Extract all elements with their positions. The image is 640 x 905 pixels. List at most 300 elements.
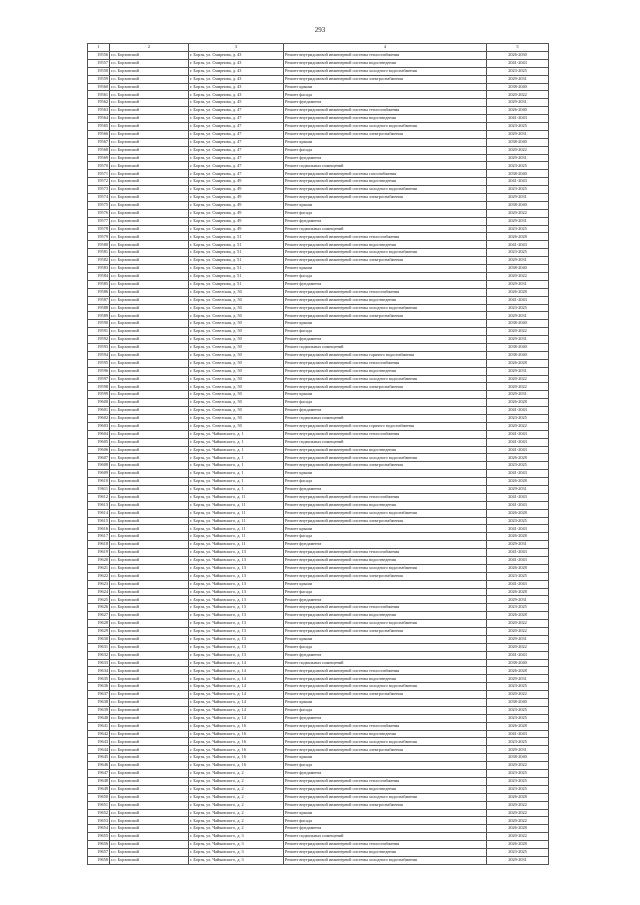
row-number-cell: 19645: [88, 754, 110, 762]
address-cell: г. Борзя, ул. Чайковского, д. 13: [189, 628, 284, 636]
municipality-cell: г.о. Борзовский: [110, 186, 189, 194]
page-number: 293: [314, 26, 326, 34]
address-cell: г. Борзя, ул. Чайковского, д. 16: [189, 746, 284, 754]
municipality-cell: г.о. Борзовский: [110, 564, 189, 572]
work-type-cell: Ремонт фундамента: [284, 541, 487, 549]
municipality-cell: г.о. Борзовский: [110, 359, 189, 367]
period-cell: 2029-2031: [487, 99, 549, 107]
row-number-cell: 19602: [88, 414, 110, 422]
address-cell: г. Борзя, ул. Чайковского, д. 11: [189, 493, 284, 501]
municipality-cell: г.о. Борзовский: [110, 391, 189, 399]
work-type-cell: Ремонт внутридомовой инженерной системы холодного водоснабжения: [284, 304, 487, 312]
work-type-cell: Ремонт внутридомовой инженерной системы электроснабжения: [284, 312, 487, 320]
table-row: [88, 438, 549, 446]
row-number-cell: 19570: [88, 162, 110, 170]
work-type-cell: Ремонт фасада: [284, 328, 487, 336]
municipality-cell: г.о. Борзовский: [110, 178, 189, 186]
period-cell: 2020-2022: [487, 801, 549, 809]
work-type-cell: Ремонт крыши: [284, 320, 487, 328]
work-type-cell: Ремонт внутридомовой инженерной системы газоснабжения: [284, 170, 487, 178]
municipality-cell: г.о. Борзовский: [110, 367, 189, 375]
work-type-cell: Ремонт внутридомовой инженерной системы горячего водоснабжения: [284, 351, 487, 359]
work-type-cell: Ремонт фасада: [284, 762, 487, 770]
municipality-cell: г.о. Борзовский: [110, 257, 189, 265]
table-row: [88, 99, 549, 107]
work-type-cell: Ремонт внутридомовой инженерной системы холодного водоснабжения: [284, 123, 487, 131]
period-cell: 2020-2022: [487, 328, 549, 336]
table-row: [88, 75, 549, 83]
address-cell: г. Борзя, ул. Чайковского, д. 2: [189, 770, 284, 778]
municipality-cell: г.о. Борзовский: [110, 635, 189, 643]
period-cell: 2026-2028: [487, 454, 549, 462]
row-number-cell: 19624: [88, 588, 110, 596]
row-number-cell: 19576: [88, 209, 110, 217]
municipality-cell: г.о. Борзовский: [110, 280, 189, 288]
table-row: [88, 249, 549, 257]
table-row: [88, 233, 549, 241]
row-number-cell: 19630: [88, 635, 110, 643]
period-cell: 2026-2028: [487, 667, 549, 675]
row-number-cell: 19646: [88, 762, 110, 770]
address-cell: г. Борзя, ул. Чайковского, д. 13: [189, 604, 284, 612]
work-type-cell: Ремонт внутридомовой инженерной системы электроснабжения: [284, 130, 487, 138]
table-row: [88, 762, 549, 770]
table-row: [88, 754, 549, 762]
row-number-cell: 19585: [88, 280, 110, 288]
address-cell: г. Борзя, ул. Чайковского, д. 11: [189, 541, 284, 549]
table-row: [88, 833, 549, 841]
municipality-cell: г.о. Борзовский: [110, 817, 189, 825]
row-number-cell: 19648: [88, 777, 110, 785]
period-cell: 2023-2025: [487, 706, 549, 714]
address-cell: г. Борзя, ул. Чайковского, д. 14: [189, 699, 284, 707]
work-type-cell: Ремонт фундамента: [284, 407, 487, 415]
address-cell: г. Борзя, ул. Чайковского, д. 1: [189, 485, 284, 493]
table-row: [88, 123, 549, 131]
work-type-cell: Ремонт внутридомовой инженерной системы водоотведения: [284, 785, 487, 793]
row-number-cell: 19580: [88, 241, 110, 249]
period-cell: 2041-2043: [487, 407, 549, 415]
period-cell: 2023-2025: [487, 770, 549, 778]
period-cell: 2023-2025: [487, 249, 549, 257]
row-number-cell: 19631: [88, 643, 110, 651]
row-number-cell: 19618: [88, 541, 110, 549]
municipality-cell: г.о. Борзовский: [110, 383, 189, 391]
table-row: [88, 241, 549, 249]
municipality-cell: г.о. Борзовский: [110, 770, 189, 778]
table-row: [88, 817, 549, 825]
table-row: [88, 580, 549, 588]
row-number-cell: 19572: [88, 178, 110, 186]
work-type-cell: Ремонт крыши: [284, 754, 487, 762]
row-number-cell: 19598: [88, 383, 110, 391]
address-cell: г. Борзя, ул. Чайковского, д. 13: [189, 651, 284, 659]
period-cell: 2020-2022: [487, 91, 549, 99]
municipality-cell: г.о. Борзовский: [110, 785, 189, 793]
period-cell: 2020-2022: [487, 643, 549, 651]
row-number-cell: 19643: [88, 738, 110, 746]
row-number-cell: 19615: [88, 517, 110, 525]
row-number-cell: 19637: [88, 691, 110, 699]
period-cell: 2029-2031: [487, 154, 549, 162]
period-cell: 2020-2022: [487, 209, 549, 217]
period-cell: 2041-2043: [487, 651, 549, 659]
table-row: [88, 651, 549, 659]
table-row: [88, 201, 549, 209]
municipality-cell: г.о. Борзовский: [110, 123, 189, 131]
row-number-cell: 19589: [88, 312, 110, 320]
municipality-cell: г.о. Борзовский: [110, 99, 189, 107]
period-cell: 2038-2040: [487, 351, 549, 359]
municipality-cell: г.о. Борзовский: [110, 249, 189, 257]
period-cell: 2023-2025: [487, 604, 549, 612]
table-row: [88, 454, 549, 462]
work-type-cell: Ремонт внутридомовой инженерной системы водоотведения: [284, 241, 487, 249]
row-number-cell: 19641: [88, 722, 110, 730]
row-number-cell: 19591: [88, 328, 110, 336]
table-row: [88, 446, 549, 454]
row-number-cell: 19620: [88, 557, 110, 565]
column-header: 5: [487, 44, 549, 52]
work-type-cell: Ремонт внутридомовой инженерной системы теплоснабжения: [284, 233, 487, 241]
municipality-cell: г.о. Борзовский: [110, 67, 189, 75]
work-type-cell: Ремонт внутридомовой инженерной системы водоотведения: [284, 501, 487, 509]
municipality-cell: г.о. Борзовский: [110, 501, 189, 509]
municipality-cell: г.о. Борзовский: [110, 422, 189, 430]
table-row: [88, 217, 549, 225]
address-cell: г. Борзя, ул. Смирнова, д. 43: [189, 83, 284, 91]
municipality-cell: г.о. Борзовский: [110, 517, 189, 525]
table-row: [88, 170, 549, 178]
address-cell: г. Борзя, ул. Смирнова, д. 49: [189, 178, 284, 186]
period-cell: 2026-2028: [487, 825, 549, 833]
row-number-cell: 19616: [88, 525, 110, 533]
work-type-cell: Ремонт внутридомовой инженерной системы теплоснабжения: [284, 841, 487, 849]
address-cell: г. Борзя, ул. Чайковского, д. 1: [189, 438, 284, 446]
row-number-cell: 19586: [88, 288, 110, 296]
work-type-cell: Ремонт внутридомовой инженерной системы водоотведения: [284, 296, 487, 304]
work-type-cell: Ремонт фасада: [284, 399, 487, 407]
period-cell: 2038-2040: [487, 659, 549, 667]
row-number-cell: 19564: [88, 115, 110, 123]
work-type-cell: Ремонт внутридомовой инженерной системы водоотведения: [284, 59, 487, 67]
period-cell: 2023-2025: [487, 462, 549, 470]
row-number-cell: 19647: [88, 770, 110, 778]
work-type-cell: Ремонт внутридомовой инженерной системы водоотведения: [284, 730, 487, 738]
period-cell: 2029-2031: [487, 312, 549, 320]
table-row: [88, 541, 549, 549]
address-cell: г. Борзя, ул. Смирнова, д. 47: [189, 130, 284, 138]
row-number-cell: 19594: [88, 351, 110, 359]
address-cell: г. Борзя, ул. Чайковского, д. 13: [189, 572, 284, 580]
table-row: [88, 67, 549, 75]
period-cell: 2023-2025: [487, 785, 549, 793]
period-cell: 2020-2022: [487, 762, 549, 770]
period-cell: 2029-2031: [487, 217, 549, 225]
period-cell: 2041-2043: [487, 446, 549, 454]
period-cell: 2041-2043: [487, 178, 549, 186]
table-row: [88, 320, 549, 328]
table-row: [88, 115, 549, 123]
address-cell: г. Борзя, ул. Чайковского, д. 14: [189, 675, 284, 683]
row-number-cell: 19559: [88, 75, 110, 83]
row-number-cell: 19587: [88, 296, 110, 304]
municipality-cell: г.о. Борзовский: [110, 612, 189, 620]
work-type-cell: Ремонт фасада: [284, 146, 487, 154]
work-type-cell: Ремонт крыши: [284, 391, 487, 399]
work-type-cell: Ремонт внутридомовой инженерной системы холодного водоснабжения: [284, 67, 487, 75]
period-cell: 2026-2028: [487, 233, 549, 241]
row-number-cell: 19583: [88, 265, 110, 273]
address-cell: г. Борзя, ул. Чайковского, д. 2: [189, 793, 284, 801]
period-cell: 2026-2028: [487, 612, 549, 620]
address-cell: г. Борзя, ул. Смирнова, д. 51: [189, 249, 284, 257]
address-cell: г. Борзя, ул. Чайковского, д. 11: [189, 525, 284, 533]
row-number-cell: 19654: [88, 825, 110, 833]
work-type-cell: Ремонт фундамента: [284, 217, 487, 225]
work-type-cell: Ремонт внутридомовой инженерной системы холодного водоснабжения: [284, 564, 487, 572]
table-row: [88, 549, 549, 557]
period-cell: 2038-2040: [487, 343, 549, 351]
table-row: [88, 225, 549, 233]
work-type-cell: Ремонт внутридомовой инженерной системы горячего водоснабжения: [284, 422, 487, 430]
table-row: [88, 509, 549, 517]
address-cell: г. Борзя, ул. Смирнова, д. 47: [189, 115, 284, 123]
table-row: [88, 130, 549, 138]
work-type-cell: Ремонт фундамента: [284, 154, 487, 162]
municipality-cell: г.о. Борзовский: [110, 414, 189, 422]
work-type-cell: Ремонт внутридомовой инженерной системы водоотведения: [284, 446, 487, 454]
period-cell: 2023-2025: [487, 517, 549, 525]
address-cell: г. Борзя, ул. Чайковского, д. 16: [189, 730, 284, 738]
work-type-cell: Ремонт фасада: [284, 478, 487, 486]
work-type-cell: Ремонт внутридомовой инженерной системы водоотведения: [284, 675, 487, 683]
period-cell: 2029-2031: [487, 336, 549, 344]
address-cell: г. Борзя, ул. Чайковского, д. 13: [189, 564, 284, 572]
municipality-cell: г.о. Борзовский: [110, 225, 189, 233]
address-cell: г. Борзя, ул. Советская, д. 50: [189, 367, 284, 375]
row-number-cell: 19634: [88, 667, 110, 675]
address-cell: г. Борзя, ул. Чайковского, д. 13: [189, 549, 284, 557]
row-number-cell: 19638: [88, 699, 110, 707]
row-number-cell: 19562: [88, 99, 110, 107]
municipality-cell: г.о. Борзовский: [110, 217, 189, 225]
row-number-cell: 19604: [88, 430, 110, 438]
municipality-cell: г.о. Борзовский: [110, 446, 189, 454]
row-number-cell: 19590: [88, 320, 110, 328]
period-cell: 2020-2022: [487, 809, 549, 817]
address-cell: г. Борзя, ул. Советская, д. 50: [189, 320, 284, 328]
address-cell: г. Борзя, ул. Смирнова, д. 51: [189, 233, 284, 241]
table-row: [88, 328, 549, 336]
row-number-cell: 19650: [88, 793, 110, 801]
period-cell: 2029-2031: [487, 856, 549, 864]
row-number-cell: 19653: [88, 817, 110, 825]
address-cell: г. Борзя, ул. Смирнова, д. 49: [189, 209, 284, 217]
period-cell: 2026-2030: [487, 52, 549, 60]
municipality-cell: г.о. Борзовский: [110, 549, 189, 557]
work-type-cell: Ремонт внутридомовой инженерной системы водоотведения: [284, 178, 487, 186]
municipality-cell: г.о. Борзовский: [110, 272, 189, 280]
period-cell: 2026-2028: [487, 399, 549, 407]
work-type-cell: Ремонт внутридомовой инженерной системы водоотведения: [284, 557, 487, 565]
municipality-cell: г.о. Борзовский: [110, 628, 189, 636]
row-number-cell: 19614: [88, 509, 110, 517]
table-row: [88, 517, 549, 525]
work-type-cell: Ремонт крыши: [284, 635, 487, 643]
address-cell: г. Борзя, ул. Советская, д. 50: [189, 383, 284, 391]
period-cell: 2029-2031: [487, 675, 549, 683]
period-cell: 2038-2040: [487, 83, 549, 91]
address-cell: г. Борзя, ул. Чайковского, д. 14: [189, 667, 284, 675]
address-cell: г. Борзя, ул. Смирнова, д. 43: [189, 75, 284, 83]
row-number-cell: 19609: [88, 470, 110, 478]
municipality-cell: г.о. Борзовский: [110, 533, 189, 541]
address-cell: г. Борзя, ул. Советская, д. 50: [189, 399, 284, 407]
row-number-cell: 19593: [88, 343, 110, 351]
table-row: [88, 533, 549, 541]
municipality-cell: г.о. Борзовский: [110, 91, 189, 99]
municipality-cell: г.о. Борзовский: [110, 675, 189, 683]
address-cell: г. Борзя, ул. Чайковского, д. 11: [189, 501, 284, 509]
municipality-cell: г.о. Борзовский: [110, 714, 189, 722]
row-number-cell: 19658: [88, 856, 110, 864]
address-cell: г. Борзя, ул. Чайковского, д. 16: [189, 754, 284, 762]
address-cell: г. Борзя, ул. Советская, д. 50: [189, 304, 284, 312]
address-cell: г. Борзя, ул. Смирнова, д. 51: [189, 241, 284, 249]
work-type-cell: Ремонт внутридомовой инженерной системы холодного водоснабжения: [284, 186, 487, 194]
work-type-cell: Ремонт внутридомовой инженерной системы электроснабжения: [284, 572, 487, 580]
municipality-cell: г.о. Борзовский: [110, 596, 189, 604]
table-row: [88, 691, 549, 699]
row-number-cell: 19623: [88, 580, 110, 588]
work-type-cell: Ремонт внутридомовой инженерной системы водоотведения: [284, 848, 487, 856]
table-row: [88, 83, 549, 91]
address-cell: г. Борзя, ул. Смирнова, д. 51: [189, 280, 284, 288]
municipality-cell: г.о. Борзовский: [110, 754, 189, 762]
work-type-cell: Ремонт внутридомовой инженерной системы теплоснабжения: [284, 52, 487, 60]
table-row: [88, 375, 549, 383]
municipality-cell: г.о. Борзовский: [110, 478, 189, 486]
table-row: [88, 367, 549, 375]
work-type-cell: Ремонт подвальных помещений: [284, 659, 487, 667]
municipality-cell: г.о. Борзовский: [110, 485, 189, 493]
work-type-cell: Ремонт внутридомовой инженерной системы холодного водоснабжения: [284, 683, 487, 691]
work-type-cell: Ремонт фасада: [284, 533, 487, 541]
table-row: [88, 59, 549, 67]
table-row: [88, 209, 549, 217]
municipality-cell: г.о. Борзовский: [110, 241, 189, 249]
table-row: [88, 856, 549, 864]
municipality-cell: г.о. Борзовский: [110, 304, 189, 312]
municipality-cell: г.о. Борзовский: [110, 557, 189, 565]
address-cell: г. Борзя, ул. Советская, д. 50: [189, 343, 284, 351]
table-header-row: [88, 44, 549, 52]
address-cell: г. Борзя, ул. Смирнова, д. 49: [189, 194, 284, 202]
row-number-cell: 19575: [88, 201, 110, 209]
period-cell: 2029-2031: [487, 596, 549, 604]
table-row: [88, 777, 549, 785]
row-number-cell: 19560: [88, 83, 110, 91]
table-row: [88, 667, 549, 675]
work-type-cell: Ремонт внутридомовой инженерной системы теплоснабжения: [284, 777, 487, 785]
work-type-cell: Ремонт крыши: [284, 525, 487, 533]
address-cell: г. Борзя, ул. Чайковского, д. 14: [189, 706, 284, 714]
address-cell: г. Борзя, ул. Советская, д. 50: [189, 375, 284, 383]
address-cell: г. Борзя, ул. Смирнова, д. 51: [189, 272, 284, 280]
period-cell: 2020-2022: [487, 620, 549, 628]
address-cell: г. Борзя, ул. Чайковского, д. 1: [189, 454, 284, 462]
row-number-cell: 19635: [88, 675, 110, 683]
work-type-cell: Ремонт крыши: [284, 83, 487, 91]
work-type-cell: Ремонт фасада: [284, 209, 487, 217]
period-cell: 2038-2040: [487, 138, 549, 146]
work-type-cell: Ремонт фундамента: [284, 485, 487, 493]
municipality-cell: г.о. Борзовский: [110, 470, 189, 478]
address-cell: г. Борзя, ул. Чайковского, д. 14: [189, 659, 284, 667]
municipality-cell: г.о. Борзовский: [110, 572, 189, 580]
table-row: [88, 841, 549, 849]
municipality-cell: г.о. Борзовский: [110, 209, 189, 217]
municipality-cell: г.о. Борзовский: [110, 856, 189, 864]
work-type-cell: Ремонт фасада: [284, 272, 487, 280]
row-number-cell: 19579: [88, 233, 110, 241]
table-row: [88, 430, 549, 438]
table-row: [88, 848, 549, 856]
address-cell: г. Борзя, ул. Чайковского, д. 13: [189, 620, 284, 628]
table-row: [88, 635, 549, 643]
work-type-cell: Ремонт внутридомовой инженерной системы электроснабжения: [284, 257, 487, 265]
row-number-cell: 19563: [88, 107, 110, 115]
period-cell: 2029-2031: [487, 75, 549, 83]
address-cell: г. Борзя, ул. Советская, д. 50: [189, 414, 284, 422]
address-cell: г. Борзя, ул. Смирнова, д. 43: [189, 67, 284, 75]
address-cell: г. Борзя, ул. Чайковского, д. 11: [189, 517, 284, 525]
work-type-cell: Ремонт внутридомовой инженерной системы электроснабжения: [284, 801, 487, 809]
row-number-cell: 19628: [88, 620, 110, 628]
row-number-cell: 19566: [88, 130, 110, 138]
table-row: [88, 107, 549, 115]
period-cell: 2029-2031: [487, 391, 549, 399]
work-type-cell: Ремонт внутридомовой инженерной системы электроснабжения: [284, 691, 487, 699]
municipality-cell: г.о. Борзовский: [110, 454, 189, 462]
table-row: [88, 91, 549, 99]
work-type-cell: Ремонт фасада: [284, 817, 487, 825]
municipality-cell: г.о. Борзовский: [110, 59, 189, 67]
period-cell: 2026-2028: [487, 288, 549, 296]
municipality-cell: г.о. Борзовский: [110, 430, 189, 438]
municipality-cell: г.о. Борзовский: [110, 138, 189, 146]
row-number-cell: 19556: [88, 52, 110, 60]
work-type-cell: Ремонт внутридомовой инженерной системы холодного водоснабжения: [284, 793, 487, 801]
work-type-cell: Ремонт фундамента: [284, 280, 487, 288]
period-cell: 2020-2022: [487, 272, 549, 280]
period-cell: 2038-2040: [487, 754, 549, 762]
row-number-cell: 19657: [88, 848, 110, 856]
municipality-cell: г.о. Борзовский: [110, 604, 189, 612]
period-cell: 2023-2025: [487, 714, 549, 722]
period-cell: 2041-2043: [487, 501, 549, 509]
table-row: [88, 391, 549, 399]
period-cell: 2038-2040: [487, 170, 549, 178]
municipality-cell: г.о. Борзовский: [110, 343, 189, 351]
work-type-cell: Ремонт внутридомовой инженерной системы теплоснабжения: [284, 493, 487, 501]
work-type-cell: Ремонт крыши: [284, 201, 487, 209]
address-cell: г. Борзя, ул. Чайковского, д. 11: [189, 533, 284, 541]
row-number-cell: 19613: [88, 501, 110, 509]
municipality-cell: г.о. Борзовский: [110, 722, 189, 730]
column-header: 3: [189, 44, 284, 52]
